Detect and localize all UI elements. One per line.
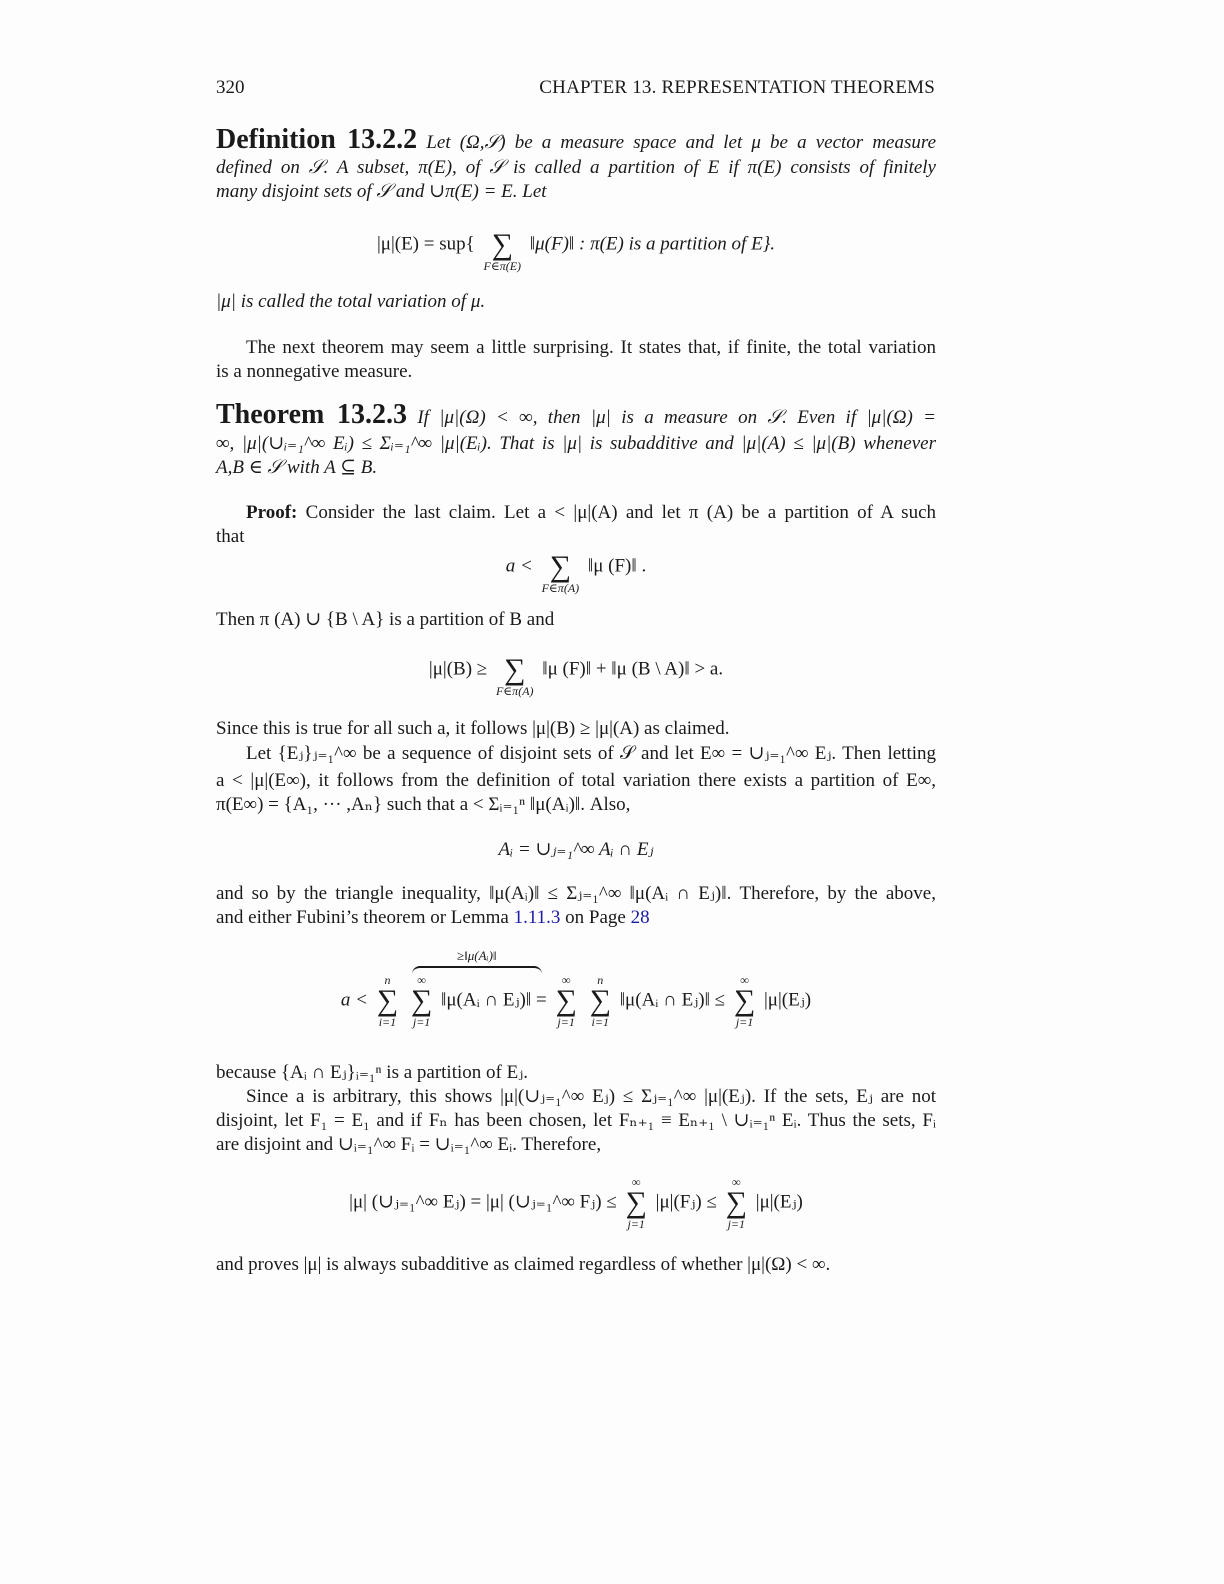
- proof-line-9: and either Fubini’s theorem or Lemma 1.11.3 on Page 28: [216, 907, 650, 928]
- sum-symbol: ∑ F∈π(E): [483, 228, 522, 273]
- chapter-title: CHAPTER 13. REPRESENTATION THEOREMS: [539, 77, 935, 98]
- intro-line-2: is a nonnegative measure.: [216, 361, 413, 382]
- proof-line-7: π(E∞) = {A₁, ··· ,Aₙ} such that a < Σᵢ₌₁ⁿ ‖μ(Aᵢ)‖. Also,: [216, 794, 631, 815]
- proof-line-12: disjoint, let F₁ = E₁ and if Fₙ has been chosen, let Fₙ₊₁ ≡ Eₙ₊₁ \ ∪ᵢ₌₁ⁿ Eᵢ. Thus the sets, Fᵢ: [216, 1110, 936, 1131]
- equation-1: a < ∑ F∈π(A) ‖μ (F)‖ .: [216, 540, 936, 594]
- lemma-link[interactable]: 1.11.3: [513, 907, 561, 928]
- equation-2: |μ|(B) ≥ ∑ F∈π(A) ‖μ (F)‖ + ‖μ (B \ A)‖ > a.: [216, 643, 936, 697]
- proof-line-6: a < |μ|(E∞), it follows from the definition of total variation there exists a partition of E∞,: [216, 770, 936, 791]
- definition-line-3: many disjoint sets of 𝒮 and ∪π(E) = E. Let: [216, 181, 547, 202]
- theorem-line-1: [216, 399, 937, 430]
- equation-4: a < n ∑ i=1 ≥‖μ(Aᵢ)‖ ∞ ∑ j=1 ‖μ(Aᵢ ∩ Eⱼ)‖ = ∞ ∑ j=1 n ∑ i=1 ‖μ(Aᵢ ∩ Eⱼ)‖ ≤ ∞ ∑ j=1 |μ|(Eⱼ): [340, 948, 812, 1029]
- definition-text-1: Let (Ω,𝒮) be a measure space and let μ be a vector measure: [426, 132, 937, 153]
- overbrace: ≥‖μ(Aᵢ)‖ ∞ ∑ j=1 ‖μ(Aᵢ ∩ Eⱼ)‖ =: [410, 948, 547, 1029]
- tv-eq-left: |μ|(E) = sup{: [376, 233, 475, 255]
- tv-eq-right: ‖μ(F)‖ : π(E) is a partition of E}.: [529, 233, 776, 255]
- theorem-text-1: If |μ|(Ω) < ∞, then |μ| is a measure on 𝒮. Even if |μ|(Ω) =: [417, 407, 937, 428]
- proof-line-8: and so by the triangle inequality, ‖μ(Aᵢ)‖ ≤ Σⱼ₌₁^∞ ‖μ(Aᵢ ∩ Eⱼ)‖. Therefore, by the above,: [216, 883, 936, 904]
- proof-line-11: Since a is arbitrary, this shows |μ|(∪ⱼ₌₁^∞ Eⱼ) ≤ Σⱼ₌₁^∞ |μ|(Eⱼ). If the sets, Eⱼ are not: [246, 1086, 936, 1107]
- theorem-line-3: A,B ∈ 𝒮 with A ⊆ B.: [216, 457, 378, 478]
- definition-line-1: [216, 124, 937, 155]
- proof-label: Proof:: [246, 502, 298, 523]
- equation-3: Aᵢ = ∪ⱼ₌₁^∞ Aᵢ ∩ Eⱼ: [498, 839, 654, 860]
- sum-symbol: ∑ F∈π(A): [541, 550, 580, 595]
- definition-closing: |μ| is called the total variation of μ.: [216, 291, 486, 312]
- proof-line-5: Let {Eⱼ}ⱼ₌₁^∞ be a sequence of disjoint sets of 𝒮 and let E∞ = ∪ⱼ₌₁^∞ Eⱼ. Then letting: [246, 743, 936, 764]
- proof-line-13: are disjoint and ∪ᵢ₌₁^∞ Fᵢ = ∪ᵢ₌₁^∞ Eᵢ. Therefore,: [216, 1134, 602, 1155]
- theorem-label: Theorem 13.2.3: [216, 399, 407, 430]
- proof-line-14: and proves |μ| is always subadditive as claimed regardless of whether |μ|(Ω) < ∞.: [216, 1254, 831, 1275]
- proof-line-10: because {Aᵢ ∩ Eⱼ}ᵢ₌₁ⁿ is a partition of Eⱼ.: [216, 1062, 528, 1083]
- intro-line-1: The next theorem may seem a little surprising. It states that, if finite, the total variation: [246, 337, 936, 358]
- proof-line-1: Proof: Consider the last claim. Let a < |μ|(A) and let π (A) be a partition of A such: [246, 502, 936, 523]
- sum-symbol: ∑ F∈π(A): [495, 653, 534, 698]
- proof-line-3: Then π (A) ∪ {B \ A} is a partition of B and: [216, 609, 555, 630]
- proof-line-4: Since this is true for all such a, it follows |μ|(B) ≥ |μ|(A) as claimed.: [216, 718, 730, 739]
- page-link[interactable]: 28: [630, 907, 650, 928]
- page-number: 320: [216, 77, 245, 98]
- total-variation-equation: [216, 218, 936, 272]
- definition-label: Definition 13.2.2: [216, 124, 418, 155]
- proof-line-2: that: [216, 526, 245, 547]
- equation-5: |μ| (∪ⱼ₌₁^∞ Eⱼ) = |μ| (∪ⱼ₌₁^∞ Fⱼ) ≤ ∞ ∑ j=1 |μ|(Fⱼ) ≤ ∞ ∑ j=1 |μ|(Eⱼ): [349, 1175, 803, 1231]
- theorem-line-2: ∞, |μ|(∪ᵢ₌₁^∞ Eᵢ) ≤ Σᵢ₌₁^∞ |μ|(Eᵢ). That is |μ| is subadditive and |μ|(A) ≤ |μ|(B) whenever: [216, 433, 936, 454]
- definition-line-2: defined on 𝒮. A subset, π(E), of 𝒮 is called a partition of E if π(E) consists of finitely: [216, 157, 936, 178]
